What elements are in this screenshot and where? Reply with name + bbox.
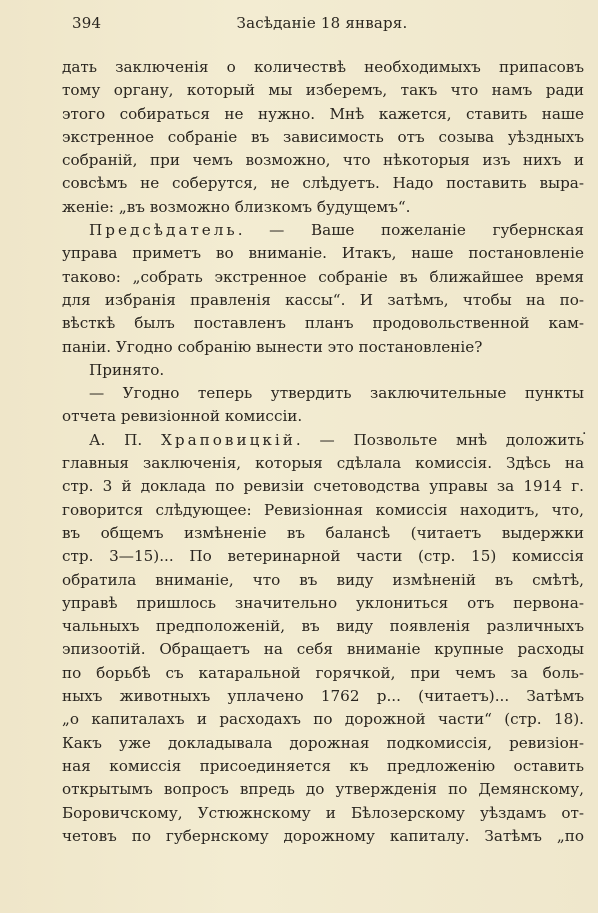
text-line: стр. 3 й доклада по ревизіи счетоводства управы за 1914 г. (62, 477, 584, 496)
page-header (72, 14, 572, 32)
text-line: женіе: „въ возможно близкомъ будущемъ“. (62, 197, 411, 216)
text-line: этого собираться не нужно. Мнѣ кажется, ставить наше (62, 104, 584, 123)
text-line: чальныхъ предположеній, въ виду появленія различныхъ (62, 617, 584, 636)
text-line: таково: „собрать экстренное собраніе въ ближайшее время (62, 267, 584, 286)
text-line: совсѣмъ не соберутся, не слѣдуетъ. Надо поставить выра- (62, 174, 584, 193)
text-line: „о капиталахъ и расходахъ по дорожной части“ (стр. 18). (62, 710, 584, 729)
text-body (62, 56, 587, 848)
text-line: въ общемъ измѣненіе въ балансѣ (читаетъ выдержки (62, 523, 584, 542)
margin-mark: . (582, 422, 587, 438)
running-title: Засѣданіе 18 января. (236, 14, 408, 32)
text-line: Принято. (89, 360, 165, 379)
text-line: стр. 3—15)... По ветеринарной части (стр. 15) комиссія (62, 547, 584, 566)
text-line: ная комиссія присоединяется къ предложенію оставить (62, 756, 584, 775)
text-line: Боровичскому, Устюжнскому и Бѣлозерскому уѣздамъ от- (62, 803, 584, 822)
text-line: паніи. Угодно собранію вынести это постановленіе? (62, 337, 483, 356)
text-line: говорится слѣдующее: Ревизіонная комиссія находитъ, что, (62, 500, 584, 519)
text-line: управа приметъ во вниманіе. Итакъ, наше постановленіе (62, 244, 584, 263)
text-line: А. П. Храповицкій. — Позвольте мнѣ доложить (89, 430, 584, 449)
text-line: тому органу, который мы изберемъ, такъ что намъ ради (62, 81, 584, 100)
text-line: вѣсткѣ былъ поставленъ планъ продовольственной кам- (62, 314, 584, 333)
text-line: отчета ревизіонной комиссіи. (62, 407, 303, 426)
text-line: по борьбѣ съ катаральной горячкой, при чемъ за боль- (62, 663, 584, 682)
speaker-name: Храповицкій (161, 430, 296, 449)
text-line: ныхъ животныхъ уплачено 1762 р... (читаетъ)... Затѣмъ (62, 687, 584, 706)
text-line: Предсѣдатель. — Ваше пожеланіе губернская (89, 221, 584, 240)
text-line: — Угодно теперь утвердить заключительные пункты (89, 384, 584, 403)
text-line: обратила вниманіе, что въ виду измѣненій въ смѣтѣ, (62, 570, 584, 589)
text-line: экстренное собраніе въ зависимость отъ созыва уѣздныхъ (62, 127, 584, 146)
text-line: Какъ уже докладывала дорожная подкомиссія, ревизіон- (62, 733, 584, 752)
text-line: главныя заключенія, которыя сдѣлала комиссія. Здѣсь на (62, 454, 584, 473)
text-line: управѣ пришлось значительно уклониться отъ первона- (62, 593, 584, 612)
text-line: дать заключенія о количествѣ необходимыхъ припасовъ (62, 58, 584, 76)
speaker-name: Предсѣдатель (89, 221, 238, 240)
text-line: открытымъ вопросъ впредь до утвержденія по Демянскому, (62, 780, 584, 799)
text-line: эпизоотій. Обращаетъ на себя вниманіе крупные расходы (62, 640, 584, 659)
text-line: четовъ по губернскому дорожному капиталу. Затѣмъ „по (62, 826, 584, 845)
page-number: 394 (72, 14, 102, 32)
text-line: собраній, при чемъ возможно, что нѣкоторыя изъ нихъ и (62, 151, 584, 170)
text-line: для избранія правленія кассы“. И затѣмъ, чтобы на по- (62, 290, 584, 309)
